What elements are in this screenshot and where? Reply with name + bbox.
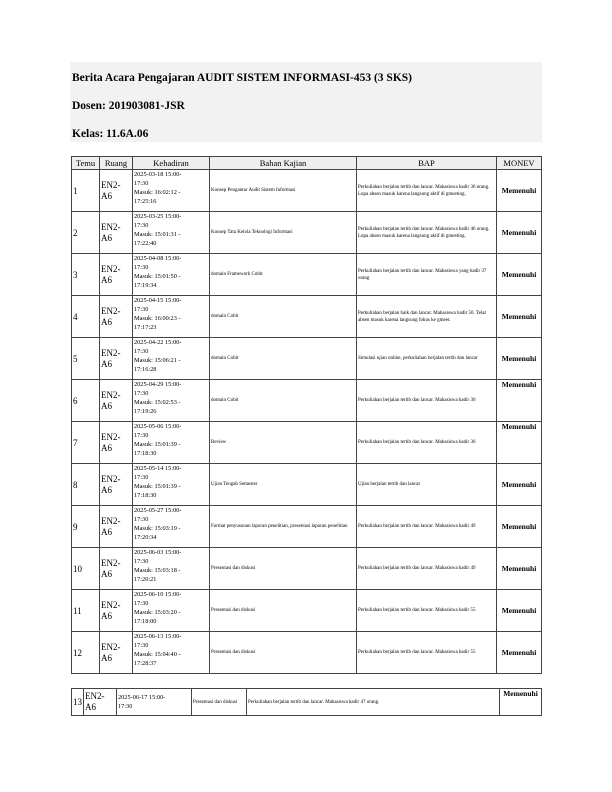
room-code-line-1: EN2- [101,179,121,190]
table-header-row [72,157,542,170]
schedule-start: 2025-04-15 15:00- [134,297,182,304]
room-code-line-1: EN2- [101,221,121,232]
check-out-time: 17:28:37 [134,660,157,667]
room-code-line-2: A6 [101,442,112,453]
attendance-cell [133,548,210,590]
room-cell [100,338,133,380]
teaching-record-table-continued [71,688,542,716]
bap-cell: Perkuliahan berjalan tertib dan lancar. Mahasiswa hadir 55 [357,632,497,674]
room-code-line-1: EN2- [101,347,121,358]
room-code-line-2: A6 [101,274,112,285]
meeting-number: 3 [72,254,100,296]
bap-cell: Perkuliahan berjalan tertib dan lancar. Mahasiswa hadir 47 orang. [247,689,500,716]
schedule-end: 17:30 [118,703,133,710]
schedule-end: 17:30 [134,558,149,565]
check-in-time: Masuk: 15:01:31 - [134,231,181,238]
schedule-end: 17:30 [134,390,149,397]
room-cell [100,422,133,464]
room-cell [100,464,133,506]
room-code-line-2: A6 [101,610,112,621]
material-cell: domain Cobit [210,380,357,422]
room-code-line-1: EN2- [101,263,121,274]
meeting-number: 1 [72,170,100,212]
room-code-line-1: EN2- [85,691,105,701]
material-cell: domain Framework Cobit [210,254,357,296]
material-cell: Konsep Tata Kelola Teknologi Informasi [210,212,357,254]
table-row [72,548,542,590]
material-cell: domain Cobit [210,338,357,380]
table-row [72,296,542,338]
room-cell [100,296,133,338]
table-row [72,689,542,716]
attendance-cell [117,689,192,716]
schedule-end: 17:30 [134,516,149,523]
schedule-start: 2025-04-29 15:00- [134,381,182,388]
monev-status: Memenuhi [497,548,542,590]
meeting-number: 12 [72,632,100,674]
schedule-end: 17:30 [134,306,149,313]
schedule-end: 17:30 [134,474,149,481]
monev-status: Memenuhi [497,338,542,380]
attendance-cell [133,464,210,506]
monev-status: Memenuhi [497,254,542,296]
material-cell: Ujian Tengah Semester [210,464,357,506]
header-monev: MONEV [497,157,542,170]
room-code-line-1: EN2- [101,431,121,442]
monev-status: Memenuhi [497,380,542,422]
monev-status: Memenuhi [497,506,542,548]
attendance-cell [133,506,210,548]
room-cell [100,170,133,212]
attendance-cell [133,170,210,212]
material-cell: Format penyusunan laporan penelitian, presentasi laporan penelitian [210,506,357,548]
table-row [72,422,542,464]
room-code-line-2: A6 [101,568,112,579]
check-in-time: Masuk: 15:01:39 - [134,441,181,448]
material-cell: domain Cobit [210,296,357,338]
check-out-time: 17:20:21 [134,576,157,583]
schedule-start: 2025-06-10 15:00- [134,591,182,598]
table-row [72,464,542,506]
class-label: Kelas: 11.6A.06 [72,128,149,140]
schedule-start: 2025-04-22 15:00- [134,339,182,346]
bap-cell: Ujian berjalan tertib dan lancar [357,464,497,506]
check-in-time: Masuk: 15:03:19 - [134,525,181,532]
room-cell [100,212,133,254]
room-cell [100,548,133,590]
room-code-line-1: EN2- [101,599,121,610]
schedule-end: 17:30 [134,222,149,229]
table-row [72,338,542,380]
room-code-line-2: A6 [101,484,112,495]
meeting-number: 10 [72,548,100,590]
attendance-cell [133,254,210,296]
room-code-line-2: A6 [101,358,112,369]
meeting-number: 8 [72,464,100,506]
bap-cell: Perkuliahan berjalan tertib dan lancar. Mahasiswa yang hadir 37 orang [357,254,497,296]
meeting-number: 9 [72,506,100,548]
schedule-end: 17:30 [134,180,149,187]
check-out-time: 17:17:23 [134,324,157,331]
room-cell [100,506,133,548]
material-cell: Review [210,422,357,464]
room-code-line-1: EN2- [101,473,121,484]
check-in-time: Masuk: 15:06:21 - [134,357,181,364]
table-row [72,254,542,296]
page-title: Berita Acara Pengajaran AUDIT SISTEM INFORMASI-453 (3 SKS) [72,72,413,84]
bap-cell: Simulasi ujian online, perkuliahan berjalan tertib dan lancar [357,338,497,380]
bap-cell: Perkuliahan berjalan tertib dan lancar. Mahasiswa hadir 49 [357,548,497,590]
teaching-record-table [71,156,542,674]
check-out-time: 17:22:40 [134,240,157,247]
room-code-line-2: A6 [101,400,112,411]
table-row [72,380,542,422]
material-cell: Presentasi dan diskusi [210,632,357,674]
schedule-end: 17:30 [134,642,149,649]
meeting-number: 13 [72,689,84,716]
check-in-time: Masuk: 15:04:40 - [134,651,181,658]
table-row [72,170,542,212]
schedule-start: 2025-06-13 15:00- [134,633,182,640]
schedule-start: 2025-03-18 15:00- [134,171,182,178]
schedule-start: 2025-04-08 15:00- [134,255,182,262]
table-row [72,590,542,632]
check-out-time: 17:19:34 [134,282,157,289]
header-material: Bahan Kajian [210,157,357,170]
monev-status: Memenuhi [497,212,542,254]
room-cell [84,689,117,716]
schedule-end: 17:30 [134,600,149,607]
meeting-number: 5 [72,338,100,380]
material-cell: Presentasi dan diskusi [210,548,357,590]
room-code-line-2: A6 [101,232,112,243]
room-code-line-1: EN2- [101,557,121,568]
check-out-time: 17:25:16 [134,198,157,205]
schedule-end: 17:30 [134,264,149,271]
check-in-time: Masuk: 15:03:18 - [134,567,181,574]
check-in-time: Masuk: 16:02:12 - [134,189,181,196]
material-cell: Presentasi dan diskusi [192,689,247,716]
check-out-time: 17:18:30 [134,450,157,457]
check-in-time: Masuk: 15:01:39 - [134,483,181,490]
check-in-time: Masuk: 15:03:20 - [134,609,181,616]
check-out-time: 17:19:26 [134,408,157,415]
meeting-number: 6 [72,380,100,422]
header-attendance: Kehadiran [133,157,210,170]
monev-status: Memenuhi [497,296,542,338]
room-code-line-2: A6 [101,190,112,201]
room-cell [100,632,133,674]
attendance-cell [133,296,210,338]
schedule-start: 2025-05-27 15:00- [134,507,182,514]
room-code-line-1: EN2- [101,641,121,652]
check-out-time: 17:20:34 [134,534,157,541]
monev-status: Memenuhi [497,422,542,464]
schedule-start: 2025-06-03 15:00- [134,549,182,556]
bap-cell: Perkuliahan berjalan tertib dan lancar. Mahasiswa hadir 46 orang. Lupa absen masuk karena langsung aktif di gmeeting. [357,212,497,254]
header-meeting: Temu [72,157,100,170]
room-code-line-2: A6 [85,702,96,712]
bap-cell: Perkuliahan berjalan tertib dan lancar. Mahasiswa hadir 49 [357,506,497,548]
check-in-time: Masuk: 15:01:50 - [134,273,181,280]
check-out-time: 17:16:28 [134,366,157,373]
room-cell [100,380,133,422]
schedule-end: 17:30 [134,432,149,439]
monev-status: Memenuhi [497,464,542,506]
attendance-cell [133,338,210,380]
bap-cell: Perkuliahan berjalan tertib dan lancar. Mahasiswa hadir 55 [357,590,497,632]
meeting-number: 11 [72,590,100,632]
room-cell [100,590,133,632]
attendance-cell [133,212,210,254]
monev-status: Memenuhi [497,632,542,674]
meeting-number: 7 [72,422,100,464]
bap-cell: Perkuliahan berjalan tertib dan lancar. Mahasiswa hadir 36 [357,422,497,464]
attendance-cell [133,422,210,464]
check-out-time: 17:18:00 [134,618,157,625]
room-code-line-1: EN2- [101,389,121,400]
room-code-line-1: EN2- [101,305,121,316]
schedule-start: 2025-05-14 15:00- [134,465,182,472]
schedule-start: 2025-05-06 15:00- [134,423,182,430]
schedule-end: 17:30 [134,348,149,355]
bap-cell: Perkuliahan berjalan tertib dan lancar. Mahasiswa hadir 36 [357,380,497,422]
material-cell: Presentasi dan diskusi [210,590,357,632]
schedule-start: 2025-06-17 15:00- [118,694,166,701]
monev-status: Memenuhi [500,689,542,716]
room-code-line-2: A6 [101,526,112,537]
monev-status: Memenuhi [497,170,542,212]
monev-status: Memenuhi [497,590,542,632]
attendance-cell [133,380,210,422]
material-cell: Konsep Pengantar Audit Sistem Informasi [210,170,357,212]
lecturer-label: Dosen: 201903081-JSR [72,100,185,112]
attendance-cell [133,632,210,674]
header-room: Ruang [100,157,133,170]
table-row [72,212,542,254]
bap-cell: Perkuliahan berjalan baik dan lancar. Mahasiswa hadir 50. Telat absen masuk karena langsung fokus ke gmeet. [357,296,497,338]
room-code-line-1: EN2- [101,515,121,526]
room-code-line-2: A6 [101,316,112,327]
check-in-time: Masuk: 16:00:23 - [134,315,181,322]
table-row [72,506,542,548]
check-in-time: Masuk: 15:02:53 - [134,399,181,406]
room-cell [100,254,133,296]
meeting-number: 2 [72,212,100,254]
schedule-start: 2025-03-25 15:00- [134,213,182,220]
room-code-line-2: A6 [101,652,112,663]
table-row [72,632,542,674]
meeting-number: 4 [72,296,100,338]
check-out-time: 17:18:30 [134,492,157,499]
bap-cell: Perkuliahan berjalan tertib dan lancar. Mahasiswa hadir 36 orang. Lupa absen masuk karena langsung aktif di gmeeting. [357,170,497,212]
attendance-cell [133,590,210,632]
header-bap: BAP [357,157,497,170]
